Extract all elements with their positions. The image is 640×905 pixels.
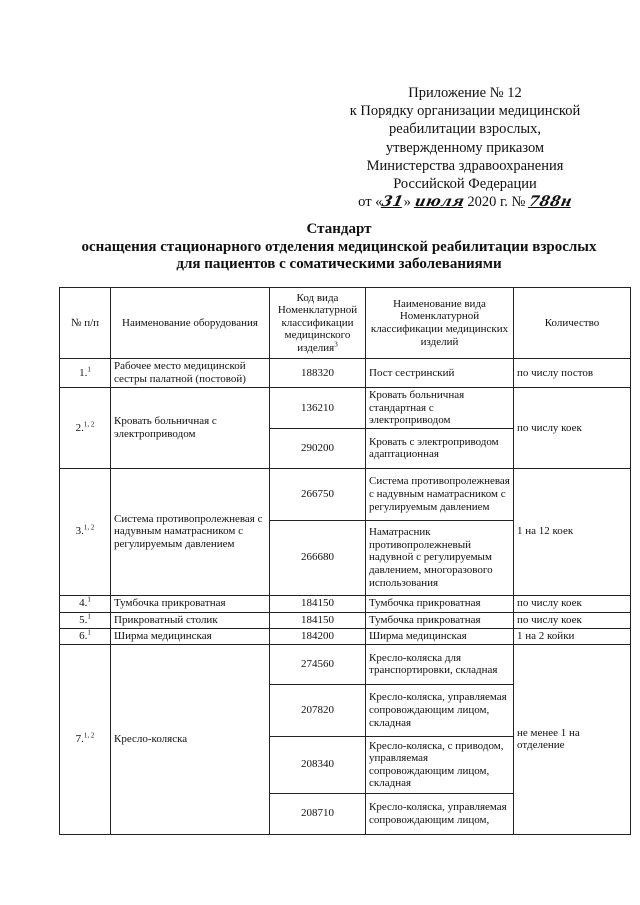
row-name: Кровать больничная стандартная с электроприводом [366, 388, 514, 429]
title-line: Стандарт [306, 221, 372, 237]
row-qty: по числу коек [514, 388, 631, 469]
row-name: Ширма медицинская [366, 628, 514, 644]
row-name: Система противопролежневая с надувным наматрасником с регулируемым давлением [366, 468, 514, 520]
header-equipment: Наименование оборудования [111, 288, 270, 359]
row-equipment: Система противопролежневая с надувным наматрасником с регулируемым давлением [111, 468, 270, 595]
appendix-header [330, 84, 600, 211]
appendix-line: Приложение № 12 [408, 85, 522, 101]
row-number: 5.$^1$ [60, 612, 111, 628]
row-number: 6.$^1$ [60, 628, 111, 644]
header-code: Код вида Номенклатурной классификации медицинского изделия$^3$ [270, 288, 366, 359]
title-line: оснащения стационарного отделения медицинской реабилитации взрослых [81, 238, 597, 255]
row-qty: 1 на 12 коек [514, 468, 631, 595]
header-qty: Количество [514, 288, 631, 359]
row-name: Пост сестринский [366, 359, 514, 388]
header-num: № п/п [60, 288, 111, 359]
appendix-line: к Порядку организации медицинской [349, 103, 581, 120]
row-number: 7.$^{1, 2}$ [60, 644, 111, 834]
table-row [60, 612, 631, 628]
row-equipment: Прикроватный столик [111, 612, 270, 628]
row-name: Кресло-коляска, управляемая сопровождающим лицом, [366, 793, 514, 834]
row-code: 184200 [270, 628, 366, 644]
row-code: 266750 [270, 468, 366, 520]
appendix-line: Министерства здравоохранения [366, 157, 564, 174]
row-equipment: Ширма медицинская [111, 628, 270, 644]
row-name: Тумбочка прикроватная [366, 595, 514, 612]
row-equipment: Рабочее место медицинской сестры палатной (постовой) [111, 359, 270, 388]
row-name: Кресло-коляска, с приводом, управляемая сопровождающим лицом, складная [366, 736, 514, 793]
document-title [40, 221, 638, 274]
appendix-line: реабилитации взрослых, [388, 121, 541, 138]
row-code: 184150 [270, 595, 366, 612]
row-equipment: Кровать больничная с электроприводом [111, 388, 270, 469]
row-code: 274560 [270, 644, 366, 684]
table-row [60, 644, 631, 684]
row-code: 184150 [270, 612, 366, 628]
table-row [60, 468, 631, 520]
header-name: Наименование вида Номенклатурной классификации медицинских изделий [366, 288, 514, 359]
row-number: 2.$^{1, 2}$ [60, 388, 111, 469]
row-code: 208710 [270, 793, 366, 834]
row-number: 4.$^1$ [60, 595, 111, 612]
row-code: 290200 [270, 428, 366, 468]
handwritten-day: 31 [380, 193, 406, 211]
appendix-line: Российской Федерации [393, 176, 537, 193]
row-name: Тумбочка прикроватная [366, 612, 514, 628]
row-name: Кровать с электроприводом адаптационная [366, 428, 514, 468]
table-row [60, 595, 631, 612]
row-code: 266680 [270, 520, 366, 595]
row-qty: не менее 1 на отделение [514, 644, 631, 834]
row-code: 188320 [270, 359, 366, 388]
row-name: Кресло-коляска для транспортировки, складная [366, 644, 514, 684]
order-date-line: от «31» июля 2020 г. № 788н [358, 193, 574, 211]
row-name: Наматрасник противопролежневый надувной с регулируемым давлением, многоразового использования [366, 520, 514, 595]
table-header-row [60, 288, 631, 359]
row-code: 207820 [270, 684, 366, 736]
row-qty: по числу коек [514, 612, 631, 628]
handwritten-order-number: 788н [527, 193, 574, 211]
appendix-line: утвержденному приказом [385, 139, 545, 156]
table-row [60, 388, 631, 429]
row-code: 208340 [270, 736, 366, 793]
row-number: 3.$^{1, 2}$ [60, 468, 111, 595]
row-qty: 1 на 2 койки [514, 628, 631, 644]
row-code: 136210 [270, 388, 366, 429]
table-row [60, 628, 631, 644]
row-number: 1.$^1$ [60, 359, 111, 388]
row-qty: по числу коек [514, 595, 631, 612]
row-equipment: Кресло-коляска [111, 644, 270, 834]
title-line: для пациентов с соматическими заболеваниями [176, 256, 502, 272]
row-qty: по числу постов [514, 359, 631, 388]
equipment-table [59, 287, 631, 835]
table-row [60, 359, 631, 388]
handwritten-month: июля [412, 193, 466, 211]
row-name: Кресло-коляска, управляемая сопровождающим лицом, складная [366, 684, 514, 736]
row-equipment: Тумбочка прикроватная [111, 595, 270, 612]
